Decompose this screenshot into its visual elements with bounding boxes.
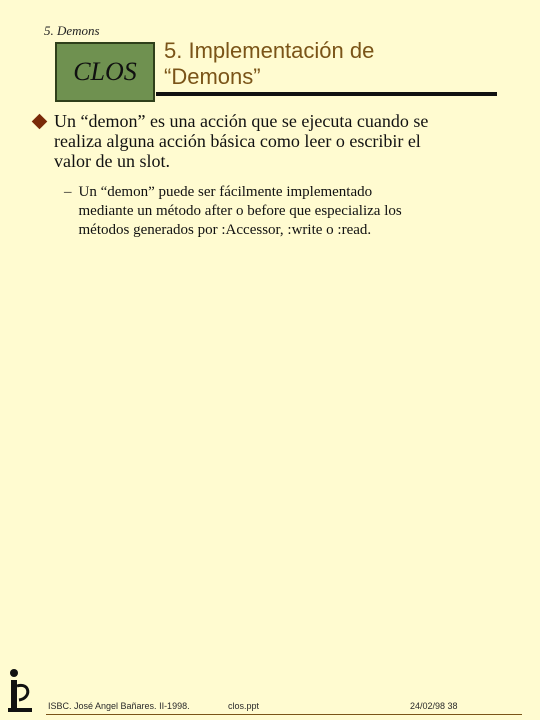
title-line-2: “Demons” bbox=[164, 64, 261, 89]
section-label: 5. Demons bbox=[44, 23, 100, 38]
clos-badge bbox=[55, 42, 155, 102]
main-bullet-text: Un “demon” es una acción que se ejecuta cuando se realiza alguna acción básica como leer o escribir el valor de un slot. bbox=[54, 111, 429, 171]
slide-title bbox=[164, 38, 374, 90]
sub-bullet bbox=[64, 183, 424, 240]
footer-author: ISBC. José Angel Bañares. II-1998. bbox=[48, 701, 190, 711]
footer-file: clos.ppt bbox=[228, 701, 260, 711]
footer-date-page: 24/02/98 38 bbox=[410, 701, 458, 711]
sub-bullet-text: Un “demon” puede ser fácilmente implementado mediante un método after o before que especializa los métodos generados por :Accessor, :write o :read. bbox=[78, 184, 402, 238]
diamond-bullet-icon bbox=[32, 114, 48, 130]
title-line-1: 5. Implementación de bbox=[164, 38, 375, 63]
clos-badge-text: CLOS bbox=[73, 57, 137, 86]
logo-icon bbox=[6, 668, 34, 714]
dash-icon: – bbox=[64, 184, 72, 200]
title-rule bbox=[156, 92, 497, 96]
main-bullet bbox=[30, 111, 450, 171]
footer-rule bbox=[46, 714, 522, 715]
